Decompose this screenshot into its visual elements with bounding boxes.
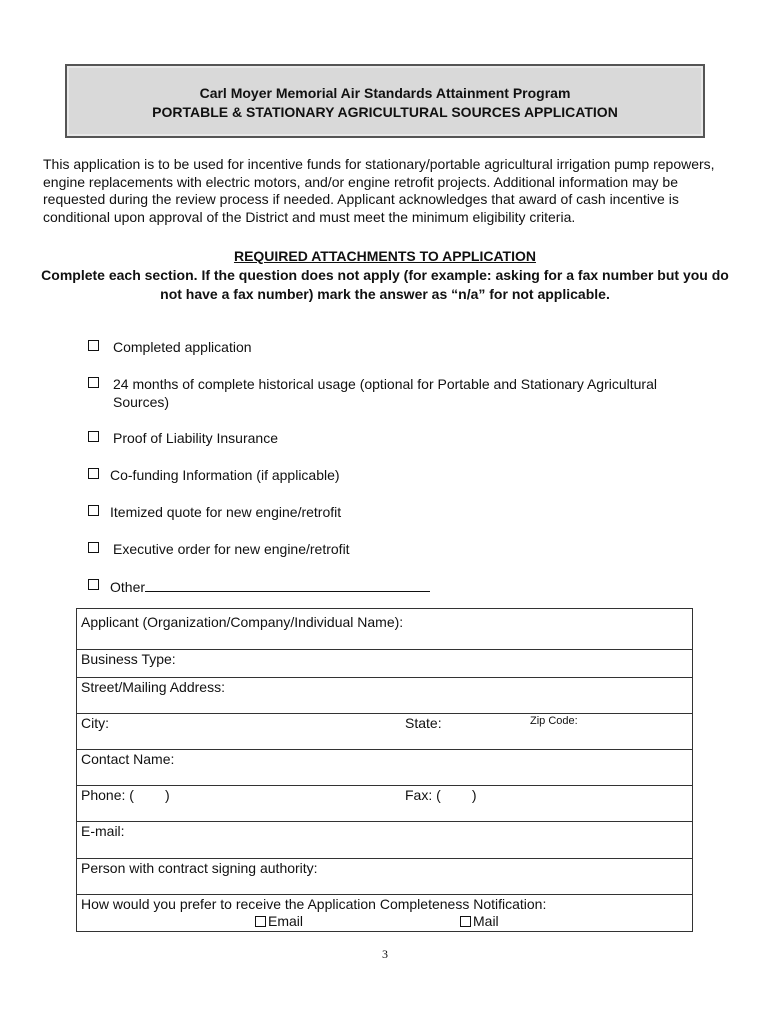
applicant-label: Applicant (Organization/Company/Individual Name): [81, 614, 404, 630]
mail-option[interactable] [460, 913, 499, 929]
street-address-label: Street/Mailing Address: [81, 679, 225, 695]
checklist-label: Itemized quote for new engine/retrofit [110, 504, 342, 520]
business-type-row[interactable] [77, 650, 692, 678]
checklist-label: Executive order for new engine/retrofit [113, 541, 350, 557]
email-checkbox[interactable] [255, 916, 266, 927]
intro-paragraph: This application is to be used for incentive funds for stationary/portable agricultural irrigation pump repowers, engine replacements with electric motors, and/or engine retrofit projects. Additional information may be requested during the review process if needed. Applicant acknowledges that award of cash incentive is conditional upon approval of the District and must meet the minimum eligibility criteria. [43, 156, 715, 225]
applicant-info-form [76, 608, 693, 932]
email-option-label: Email [268, 913, 304, 929]
page-number: 3 [382, 947, 388, 961]
applicant-row[interactable] [77, 609, 692, 650]
checkbox[interactable] [88, 468, 99, 479]
notification-question: How would you prefer to receive the Application Completeness Notification: [81, 896, 547, 912]
checklist-label: 24 months of complete historical usage (optional for Portable and Stationary Agricultural Sources) [113, 376, 657, 410]
checklist-label: Completed application [113, 339, 252, 355]
business-type-label: Business Type: [81, 651, 176, 667]
checklist-label: Co-funding Information (if applicable) [110, 467, 340, 483]
fax-label: Fax: ( ) [405, 787, 477, 803]
title-box [65, 64, 705, 138]
signing-authority-label: Person with contract signing authority: [81, 860, 318, 876]
phone-fax-row[interactable] [77, 786, 692, 822]
checkbox[interactable] [88, 377, 99, 388]
email-option[interactable] [255, 913, 303, 929]
notification-preference-row [77, 895, 692, 931]
email-row[interactable] [77, 822, 692, 859]
zip-code-label: Zip Code: [530, 715, 578, 727]
checkbox[interactable] [88, 579, 99, 590]
checklist-label: Other [110, 579, 146, 595]
checkbox[interactable] [88, 542, 99, 553]
phone-label: Phone: ( ) [81, 787, 170, 803]
signing-authority-row[interactable] [77, 859, 692, 895]
street-address-row[interactable] [77, 678, 692, 714]
program-title: Carl Moyer Memorial Air Standards Attainment Program [199, 85, 571, 101]
other-input-line[interactable] [145, 577, 430, 592]
city-label: City: [81, 715, 109, 731]
checklist-label: Proof of Liability Insurance [113, 430, 278, 446]
state-label: State: [405, 715, 442, 731]
checkbox[interactable] [88, 431, 99, 442]
email-label: E-mail: [81, 823, 125, 839]
mail-checkbox[interactable] [460, 916, 471, 927]
checkbox[interactable] [88, 340, 99, 351]
contact-name-label: Contact Name: [81, 751, 175, 767]
contact-name-row[interactable] [77, 750, 692, 786]
city-state-zip-row[interactable] [77, 714, 692, 750]
mail-option-label: Mail [473, 913, 499, 929]
attachments-instruction: Complete each section. If the question does not apply (for example: asking for a fax number but you do not have a fax number) mark the answer as “n/a” for not applicable. [41, 267, 729, 302]
checkbox[interactable] [88, 505, 99, 516]
attachments-heading: REQUIRED ATTACHMENTS TO APPLICATION [233, 248, 537, 264]
application-title: PORTABLE & STATIONARY AGRICULTURAL SOURCES APPLICATION [152, 104, 618, 120]
